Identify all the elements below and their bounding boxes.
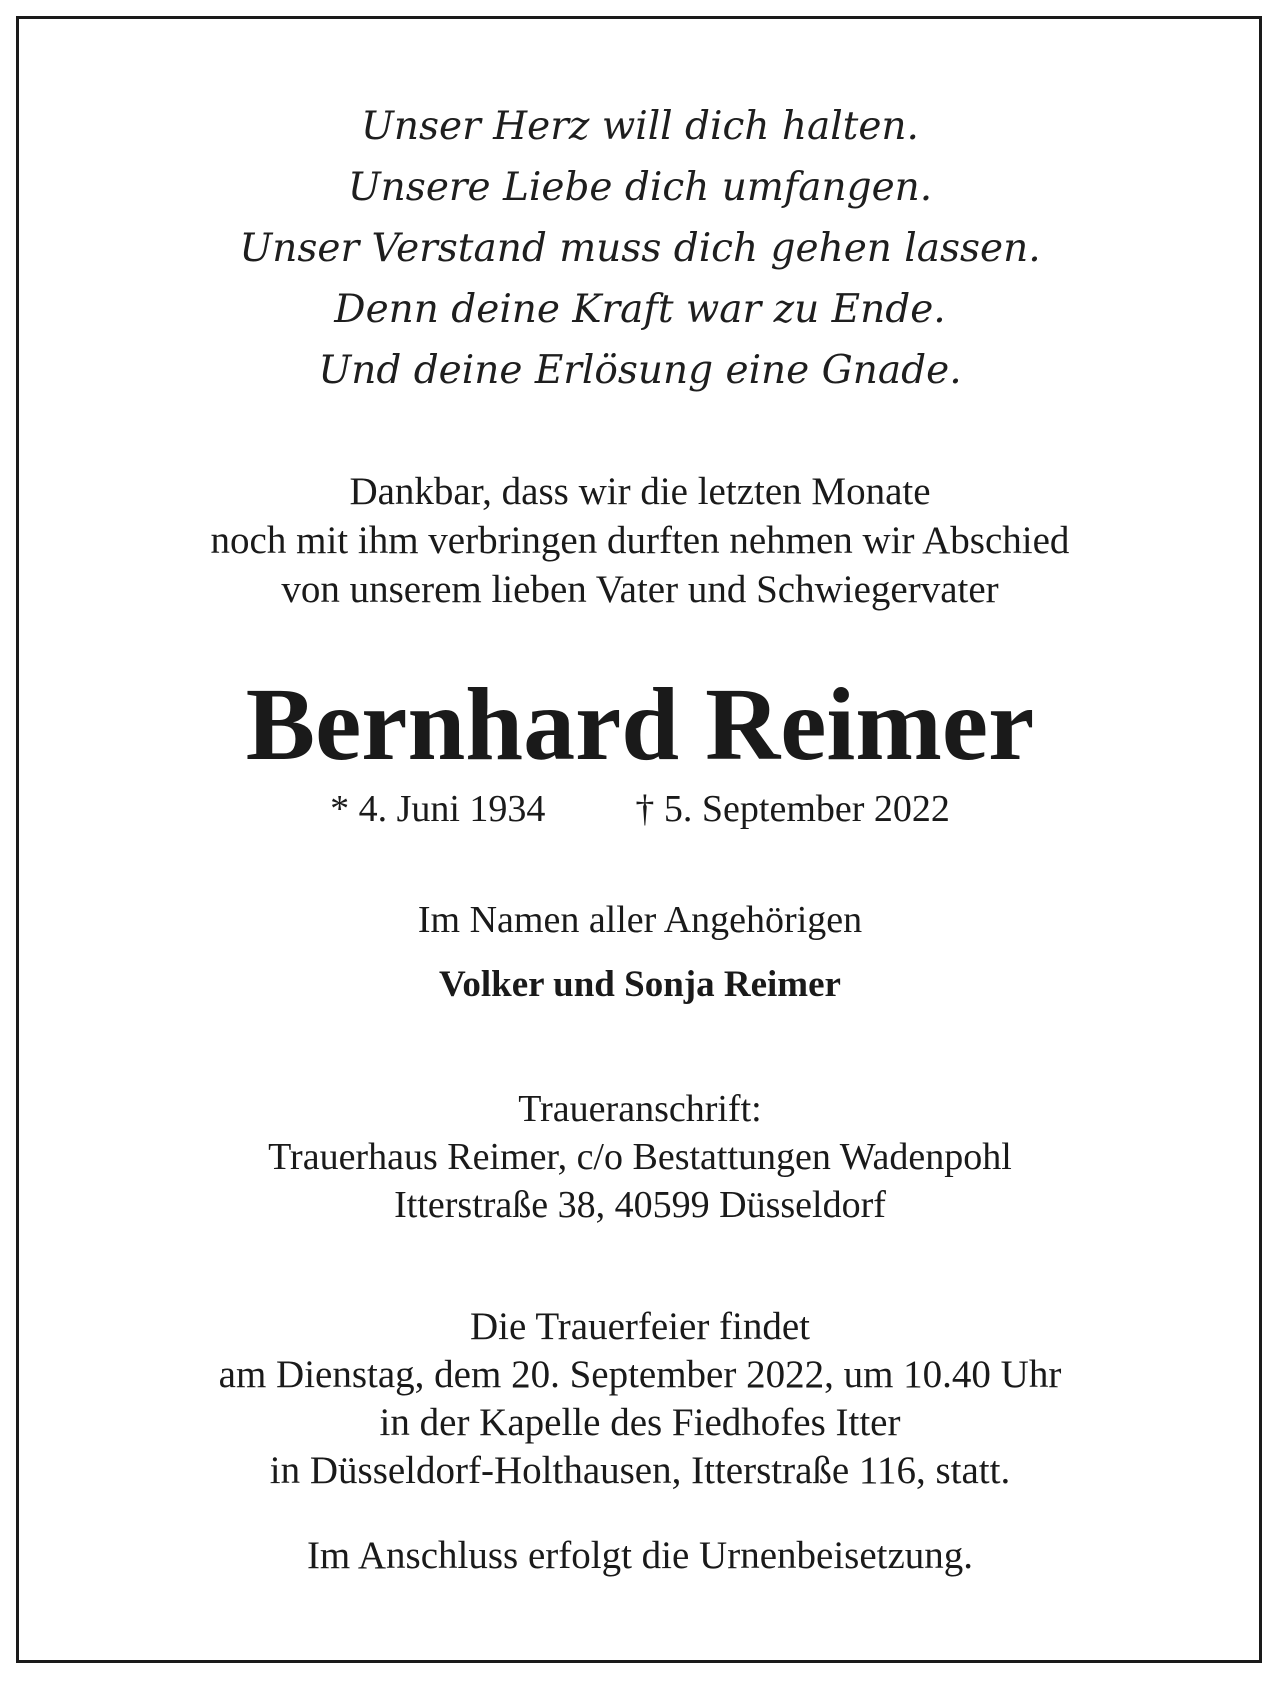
ceremony-line: am Dienstag, dem 20. September 2022, um 10.40 Uhr <box>218 1353 1062 1396</box>
farewell-text <box>0 467 1280 614</box>
poem-line: Unser Herz will dich halten. <box>361 104 919 149</box>
ceremony-line: in der Kapelle des Fiedhofes Itter <box>379 1401 901 1444</box>
poem-line: Und deine Erlösung eine Gnade. <box>318 348 962 393</box>
life-dates <box>0 785 1280 833</box>
poem-line: Unser Verstand muss dich gehen lassen. <box>239 226 1041 271</box>
poem <box>0 96 1280 401</box>
ceremony-line: Die Trauerfeier findet <box>469 1305 811 1348</box>
address-line: Trauerhaus Reimer, c/o Bestattungen Wadenpohl <box>268 1136 1012 1178</box>
farewell-line: noch mit ihm verbringen durften nehmen wir Abschied <box>210 519 1070 562</box>
mourners-names: Volker und Sonja Reimer <box>439 964 841 1005</box>
farewell-line: Dankbar, dass wir die letzten Monate <box>349 470 931 513</box>
ceremony-line: in Düsseldorf-Holthausen, Itterstraße 116, statt. <box>269 1449 1011 1492</box>
poem-line: Denn deine Kraft war zu Ende. <box>334 287 946 332</box>
address-line: Traueranschrift: <box>518 1088 762 1130</box>
birth-date: * 4. Juni 1934 <box>330 788 546 830</box>
farewell-line: von unserem lieben Vater und Schwiegervater <box>281 568 999 611</box>
address-line: Itterstraße 38, 40599 Düsseldorf <box>394 1184 886 1226</box>
funeral-details <box>0 1303 1280 1495</box>
poem-line: Unsere Liebe dich umfangen. <box>347 165 933 210</box>
mourning-address <box>0 1085 1280 1229</box>
urn-burial-note: Im Anschluss erfolgt die Urnenbeisetzung. <box>306 1534 974 1577</box>
death-date: † 5. September 2022 <box>635 788 950 830</box>
mourners-intro: Im Namen aller Angehörigen <box>417 899 863 941</box>
deceased-name: Bernhard Reimer <box>245 667 1035 782</box>
